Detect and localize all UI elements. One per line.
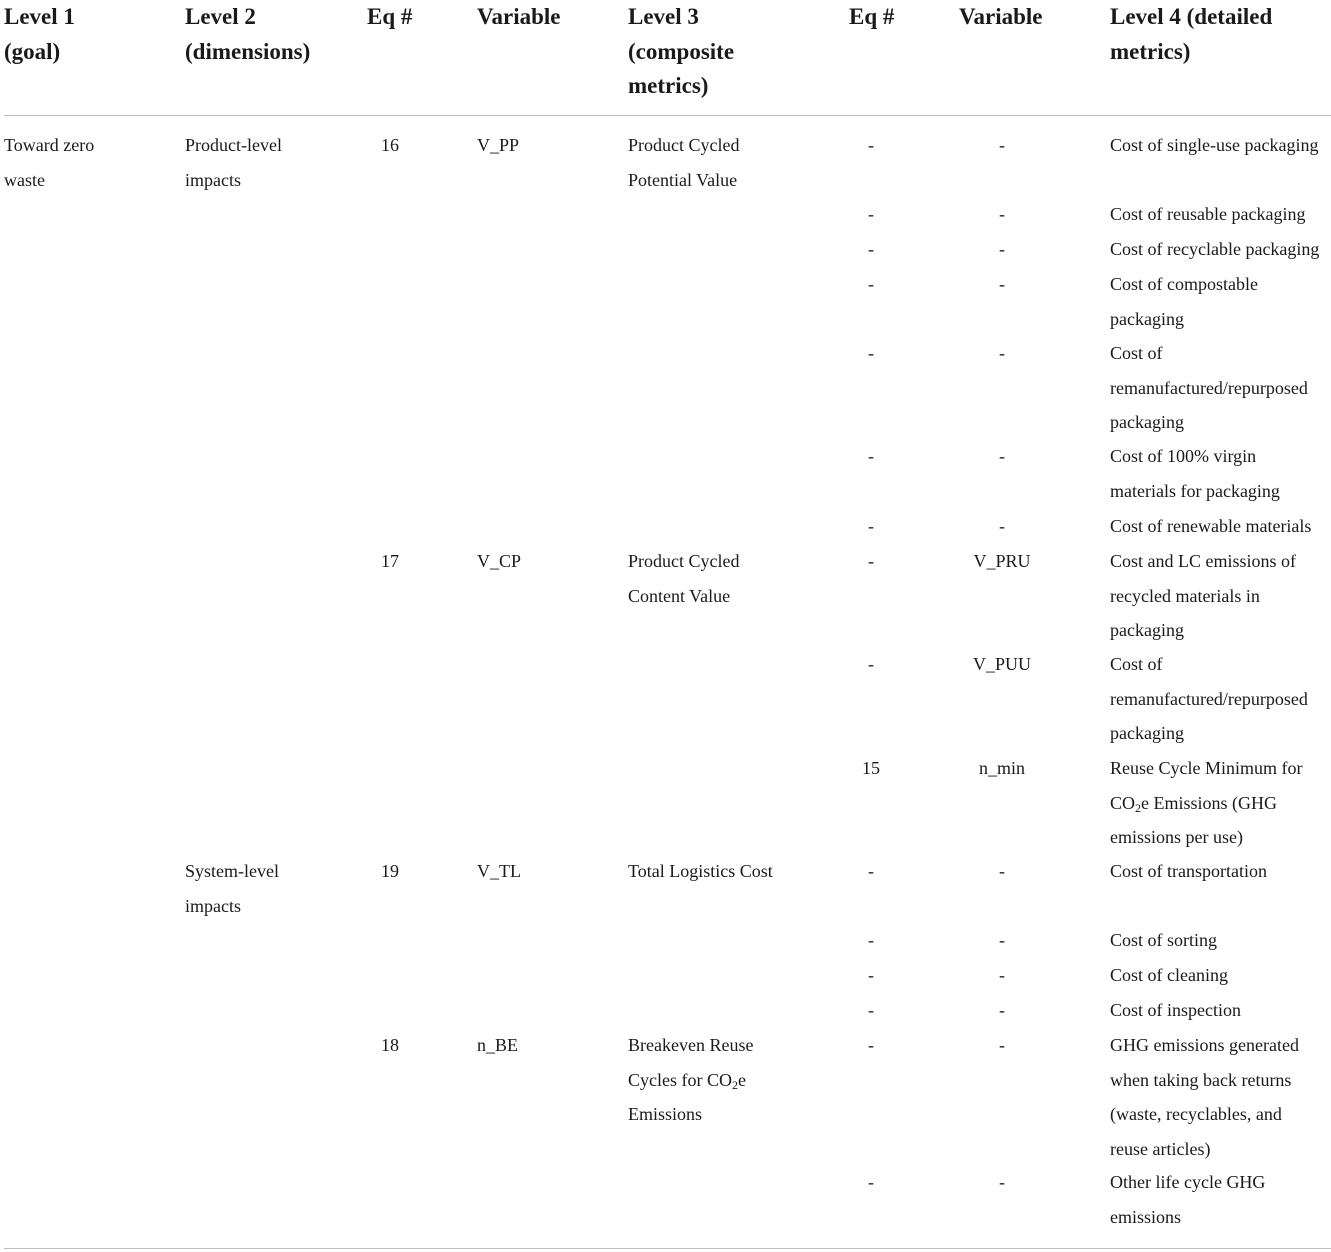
detail-6-eq: - (868, 516, 874, 536)
detail-5-variable: - (999, 446, 1005, 466)
detail-6-variable: - (999, 516, 1005, 536)
detail-4-metric-line3: packaging (1110, 412, 1184, 432)
detail-0-eq: - (868, 135, 874, 155)
detail-14-metric (1110, 1028, 1299, 1166)
detail-9-variable: n_min (978, 758, 1025, 778)
header-level4-line2: metrics) (1110, 38, 1191, 64)
detail-14-eq: - (868, 1035, 874, 1055)
detail-11-variable: - (999, 930, 1005, 950)
composite-be-eq: 18 (381, 1035, 399, 1055)
header-eq-1 (367, 0, 412, 35)
header-level3-line2: (composite (628, 38, 735, 64)
footer-divider (4, 1248, 1331, 1249)
header-eq-2-text: Eq # (849, 4, 895, 29)
detail-3-metric (1110, 267, 1258, 336)
header-level1-line1: Level 1 (4, 4, 75, 29)
header-level2-line1: Level 2 (185, 4, 256, 29)
detail-8-metric-line1: Cost of (1110, 654, 1163, 674)
detail-14-variable: - (999, 1035, 1005, 1055)
detail-14-metric-line3: (waste, recyclables, and (1110, 1104, 1282, 1124)
composite-be-variable: n_BE (477, 1035, 519, 1055)
dimension-product (185, 128, 282, 197)
detail-0-metric (1110, 128, 1318, 163)
detail-15-metric-line2: emissions (1110, 1206, 1182, 1227)
detail-2-metric-line1: Cost of recyclable packaging (1110, 239, 1320, 259)
header-eq-1-text: Eq # (367, 4, 413, 29)
detail-0-metric-line1: Cost of single-use packaging (1110, 135, 1319, 155)
header-variable-1 (477, 0, 561, 35)
detail-15-metric-line1: Other life cycle GHG (1110, 1172, 1266, 1192)
detail-10-metric (1110, 854, 1267, 889)
dimension-product-line1: Product-level (185, 135, 282, 155)
detail-9-metric-line3: emissions per use) (1110, 827, 1243, 847)
detail-10-eq: - (868, 861, 874, 881)
header-variable-2-text: Variable (959, 4, 1043, 29)
detail-7-metric (1110, 544, 1296, 648)
composite-cp-name-line1: Product Cycled (628, 551, 740, 571)
goal-line1: Toward zero (4, 135, 95, 155)
composite-pp-eq: 16 (381, 135, 399, 155)
header-level4-line1: Level 4 (detailed (1110, 4, 1273, 29)
header-divider (4, 115, 1331, 116)
detail-14-metric-line4: reuse articles) (1110, 1138, 1211, 1159)
detail-12-metric (1110, 958, 1228, 993)
header-level3-line1: Level 3 (628, 4, 699, 29)
detail-13-metric (1110, 993, 1241, 1028)
detail-3-metric-line2: packaging (1110, 308, 1184, 329)
dimension-system (185, 854, 279, 923)
detail-12-eq: - (868, 965, 874, 985)
detail-7-eq: - (868, 551, 874, 571)
composite-cp-eq: 17 (381, 551, 399, 571)
detail-10-metric-line1: Cost of transportation (1110, 861, 1267, 881)
composite-be-name-line3: Emissions (628, 1104, 703, 1124)
composite-pp-variable: V_PP (477, 135, 520, 155)
detail-9-metric-rest: e Emissions (GHG (1141, 792, 1278, 813)
detail-6-metric-line1: Cost of renewable materials (1110, 516, 1312, 536)
composite-tl-eq: 19 (381, 861, 399, 881)
composite-cp-name (628, 544, 739, 613)
detail-11-metric-line1: Cost of sorting (1110, 930, 1218, 950)
detail-4-variable: - (999, 343, 1005, 363)
detail-8-eq: - (868, 654, 874, 674)
detail-3-eq: - (868, 274, 874, 294)
detail-11-metric (1110, 923, 1217, 958)
detail-7-metric-line2: recycled materials in (1110, 585, 1260, 606)
detail-6-metric (1110, 509, 1311, 544)
dimension-system-line2: impacts (185, 895, 241, 916)
detail-9-metric-co: CO (1110, 792, 1136, 813)
detail-0-variable: - (999, 135, 1005, 155)
header-level4 (1110, 0, 1272, 69)
detail-1-metric-line1: Cost of reusable packaging (1110, 204, 1306, 224)
detail-5-eq: - (868, 446, 874, 466)
detail-13-eq: - (868, 1000, 874, 1020)
detail-4-metric-line2: remanufactured/repurposed (1110, 377, 1308, 398)
detail-4-metric (1110, 336, 1308, 440)
composite-tl-variable: V_TL (477, 861, 521, 881)
detail-9-eq: 15 (862, 758, 880, 778)
composite-be-name (628, 1028, 753, 1132)
detail-14-metric-line2: when taking back returns (1110, 1069, 1292, 1090)
composite-pp-name (628, 128, 739, 197)
detail-3-metric-line1: Cost of compostable (1110, 274, 1258, 294)
goal-line2: waste (4, 169, 45, 190)
detail-4-metric-line1: Cost of (1110, 343, 1163, 363)
detail-9-metric-line1: Reuse Cycle Minimum for (1110, 758, 1303, 778)
header-level3 (628, 0, 734, 104)
header-variable-1-text: Variable (477, 4, 561, 29)
detail-3-variable: - (999, 274, 1005, 294)
composite-cp-variable: V_CP (477, 551, 522, 571)
detail-1-variable: - (999, 204, 1005, 224)
detail-5-metric (1110, 439, 1280, 508)
detail-7-variable: V_PRU (973, 551, 1031, 571)
composite-be-name-sub: 2 (731, 1077, 738, 1092)
detail-5-metric-line2: materials for packaging (1110, 480, 1280, 501)
composite-be-name-co: Cycles for CO (628, 1069, 732, 1090)
detail-4-eq: - (868, 343, 874, 363)
goal-cell (4, 128, 94, 197)
detail-1-metric (1110, 197, 1305, 232)
detail-15-metric (1110, 1165, 1265, 1234)
detail-9-metric-sub: 2 (1135, 800, 1142, 815)
detail-7-metric-line1: Cost and LC emissions of (1110, 551, 1297, 571)
detail-8-metric (1110, 647, 1308, 751)
detail-7-metric-line3: packaging (1110, 620, 1184, 640)
composite-be-name-line2 (628, 1063, 753, 1098)
composite-pp-name-line2: Potential Value (628, 169, 738, 190)
detail-9-metric (1110, 751, 1302, 855)
detail-2-metric (1110, 232, 1319, 267)
detail-15-variable: - (999, 1172, 1005, 1192)
composite-cp-name-line2: Content Value (628, 585, 731, 606)
composite-tl-name-line1: Total Logistics Cost (628, 861, 773, 881)
detail-5-metric-line1: Cost of 100% virgin (1110, 446, 1257, 466)
header-level1 (4, 0, 75, 69)
composite-be-name-line1: Breakeven Reuse (628, 1035, 754, 1055)
detail-13-variable: - (999, 1000, 1005, 1020)
detail-2-eq: - (868, 239, 874, 259)
detail-8-metric-line3: packaging (1110, 723, 1184, 743)
detail-13-metric-line1: Cost of inspection (1110, 1000, 1241, 1020)
header-eq-2 (849, 0, 894, 35)
composite-pp-name-line1: Product Cycled (628, 135, 740, 155)
detail-9-metric-line2 (1110, 786, 1302, 821)
detail-14-metric-line1: GHG emissions generated (1110, 1035, 1299, 1055)
detail-8-metric-line2: remanufactured/repurposed (1110, 688, 1308, 709)
detail-15-eq: - (868, 1172, 874, 1192)
header-level2 (185, 0, 310, 69)
detail-8-variable: V_PUU (972, 654, 1031, 674)
detail-1-eq: - (868, 204, 874, 224)
header-variable-2 (959, 0, 1043, 35)
composite-be-name-suffix: e (737, 1069, 746, 1090)
header-level1-line2: (goal) (4, 38, 61, 64)
detail-12-variable: - (999, 965, 1005, 985)
detail-12-metric-line1: Cost of cleaning (1110, 965, 1228, 985)
detail-10-variable: - (999, 861, 1005, 881)
detail-11-eq: - (868, 930, 874, 950)
header-level2-line2: (dimensions) (185, 38, 311, 64)
dimension-product-line2: impacts (185, 169, 241, 190)
dimension-system-line1: System-level (185, 861, 279, 881)
composite-tl-name (628, 854, 773, 889)
header-level3-line3: metrics) (628, 73, 709, 98)
detail-2-variable: - (999, 239, 1005, 259)
